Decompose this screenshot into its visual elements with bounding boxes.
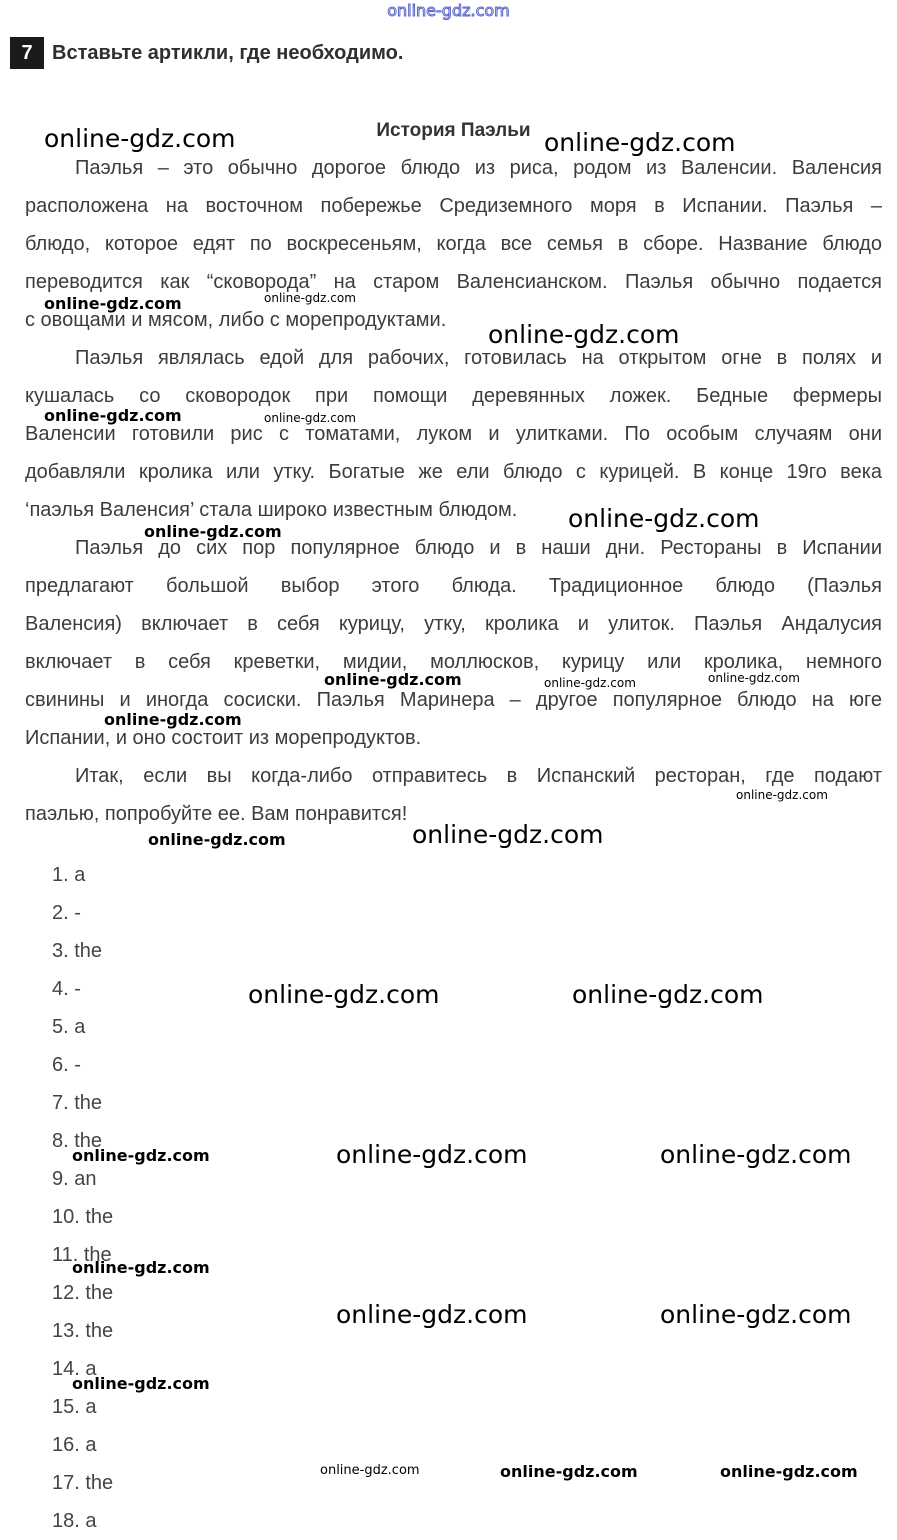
answer-item: 18. a (52, 1510, 97, 1532)
watermark: online-gdz.com (736, 788, 828, 802)
answer-item: 1. a (52, 864, 86, 886)
story-text (25, 149, 882, 833)
watermark: online-gdz.com (568, 504, 760, 533)
text-line: включает в себя креветки, мидии, моллюсков, курицу или кролика, немного (25, 651, 882, 673)
watermark: online-gdz.com (44, 294, 182, 313)
watermark: online-gdz.com (44, 124, 236, 153)
text-line: расположена на восточном побережье Средиземного моря в Испании. Паэлья – (25, 195, 882, 217)
text-line: предлагают большой выбор этого блюда. Традиционное блюдо (Паэлья (25, 575, 882, 597)
answer-item: 12. the (52, 1282, 114, 1304)
answer-item: 4. - (52, 978, 81, 1000)
watermark: online-gdz.com (572, 980, 764, 1009)
watermark: online-gdz.com (248, 980, 440, 1009)
text-line: Паэлья – это обычно дорогое блюдо из риса, родом из Валенсии. Валенсия (75, 157, 882, 179)
text-line: Паэлья являлась едой для рабочих, готовилась на открытом огне в полях и (75, 347, 882, 369)
watermark: online-gdz.com (148, 830, 286, 849)
text-line: добавляли кролика или утку. Богатые же ели блюдо с курицей. В конце 19го века (25, 461, 882, 483)
answer-list (52, 856, 113, 1540)
watermark: online-gdz.com (412, 820, 604, 849)
site-mark: online-gdz.com (387, 1, 510, 20)
answer-item: 17. the (52, 1472, 114, 1494)
answer-item: 10. the (52, 1206, 114, 1228)
task-number-badge: 7 (10, 37, 44, 69)
answer-item: 13. the (52, 1320, 114, 1342)
watermark: online-gdz.com (264, 411, 356, 425)
watermark: online-gdz.com (320, 1463, 420, 1478)
answer-item: 2. - (52, 902, 81, 924)
watermark: online-gdz.com (660, 1140, 852, 1169)
text-line: Валенсии готовили рис с томатами, луком и улитками. По особым случаям они (25, 423, 882, 445)
watermark: online-gdz.com (144, 522, 282, 541)
watermark: online-gdz.com (44, 406, 182, 425)
watermark: online-gdz.com (720, 1462, 858, 1481)
watermark: online-gdz.com (72, 1258, 210, 1277)
text-line: ‘паэлья Валенсия’ стала широко известным блюдом. (25, 499, 518, 521)
watermark: online-gdz.com (544, 128, 736, 157)
watermark: online-gdz.com (488, 320, 680, 349)
watermark: online-gdz.com (336, 1140, 528, 1169)
text-line: кушалась со сковородок при помощи деревянных ложек. Бедные фермеры (25, 385, 882, 407)
text-line: переводится как “сковорода” на старом Валенсианском. Паэлья обычно подается (25, 271, 882, 293)
watermark: online-gdz.com (104, 710, 242, 729)
story-title: История Паэльи (376, 120, 531, 141)
answer-item: 3. the (52, 940, 103, 962)
watermark: online-gdz.com (708, 671, 800, 685)
watermark: online-gdz.com (660, 1300, 852, 1329)
answer-item: 8. the (52, 1130, 103, 1152)
answer-item: 11. the (52, 1244, 112, 1266)
text-line: с овощами и мясом, либо с морепродуктами. (25, 309, 447, 331)
answer-item: 5. a (52, 1016, 86, 1038)
watermark: online-gdz.com (500, 1462, 638, 1481)
answer-item: 7. the (52, 1092, 103, 1114)
text-line: Валенсия) включает в себя курицу, утку, кролика и улиток. Паэлья Андалусия (25, 613, 882, 635)
text-line: блюдо, которое едят по воскресеньям, когда все семья в сборе. Название блюдо (25, 233, 882, 255)
text-line: Итак, если вы когда-либо отправитесь в Испанский ресторан, где подают (75, 765, 882, 787)
watermark: online-gdz.com (72, 1146, 210, 1165)
watermark: online-gdz.com (336, 1300, 528, 1329)
text-line: паэлью, попробуйте ее. Вам понравится! (25, 803, 408, 825)
watermark: online-gdz.com (324, 670, 462, 689)
watermark: online-gdz.com (72, 1374, 210, 1393)
text-line: свинины и иногда сосиски. Паэлья Маринера – другое популярное блюдо на юге (25, 689, 882, 711)
answer-item: 6. - (52, 1054, 81, 1076)
text-line: Испании, и оно состоит из морепродуктов. (25, 727, 422, 749)
task-title: Вставьте артикли, где необходимо. (52, 42, 404, 64)
answer-item: 9. an (52, 1168, 97, 1190)
text-line: Паэлья до сих пор популярное блюдо и в наши дни. Рестораны в Испании (75, 537, 882, 559)
answer-item: 14. a (52, 1358, 97, 1380)
answer-item: 16. a (52, 1434, 97, 1456)
answer-item: 15. a (52, 1396, 97, 1418)
watermark: online-gdz.com (264, 291, 356, 305)
watermark: online-gdz.com (544, 676, 636, 690)
